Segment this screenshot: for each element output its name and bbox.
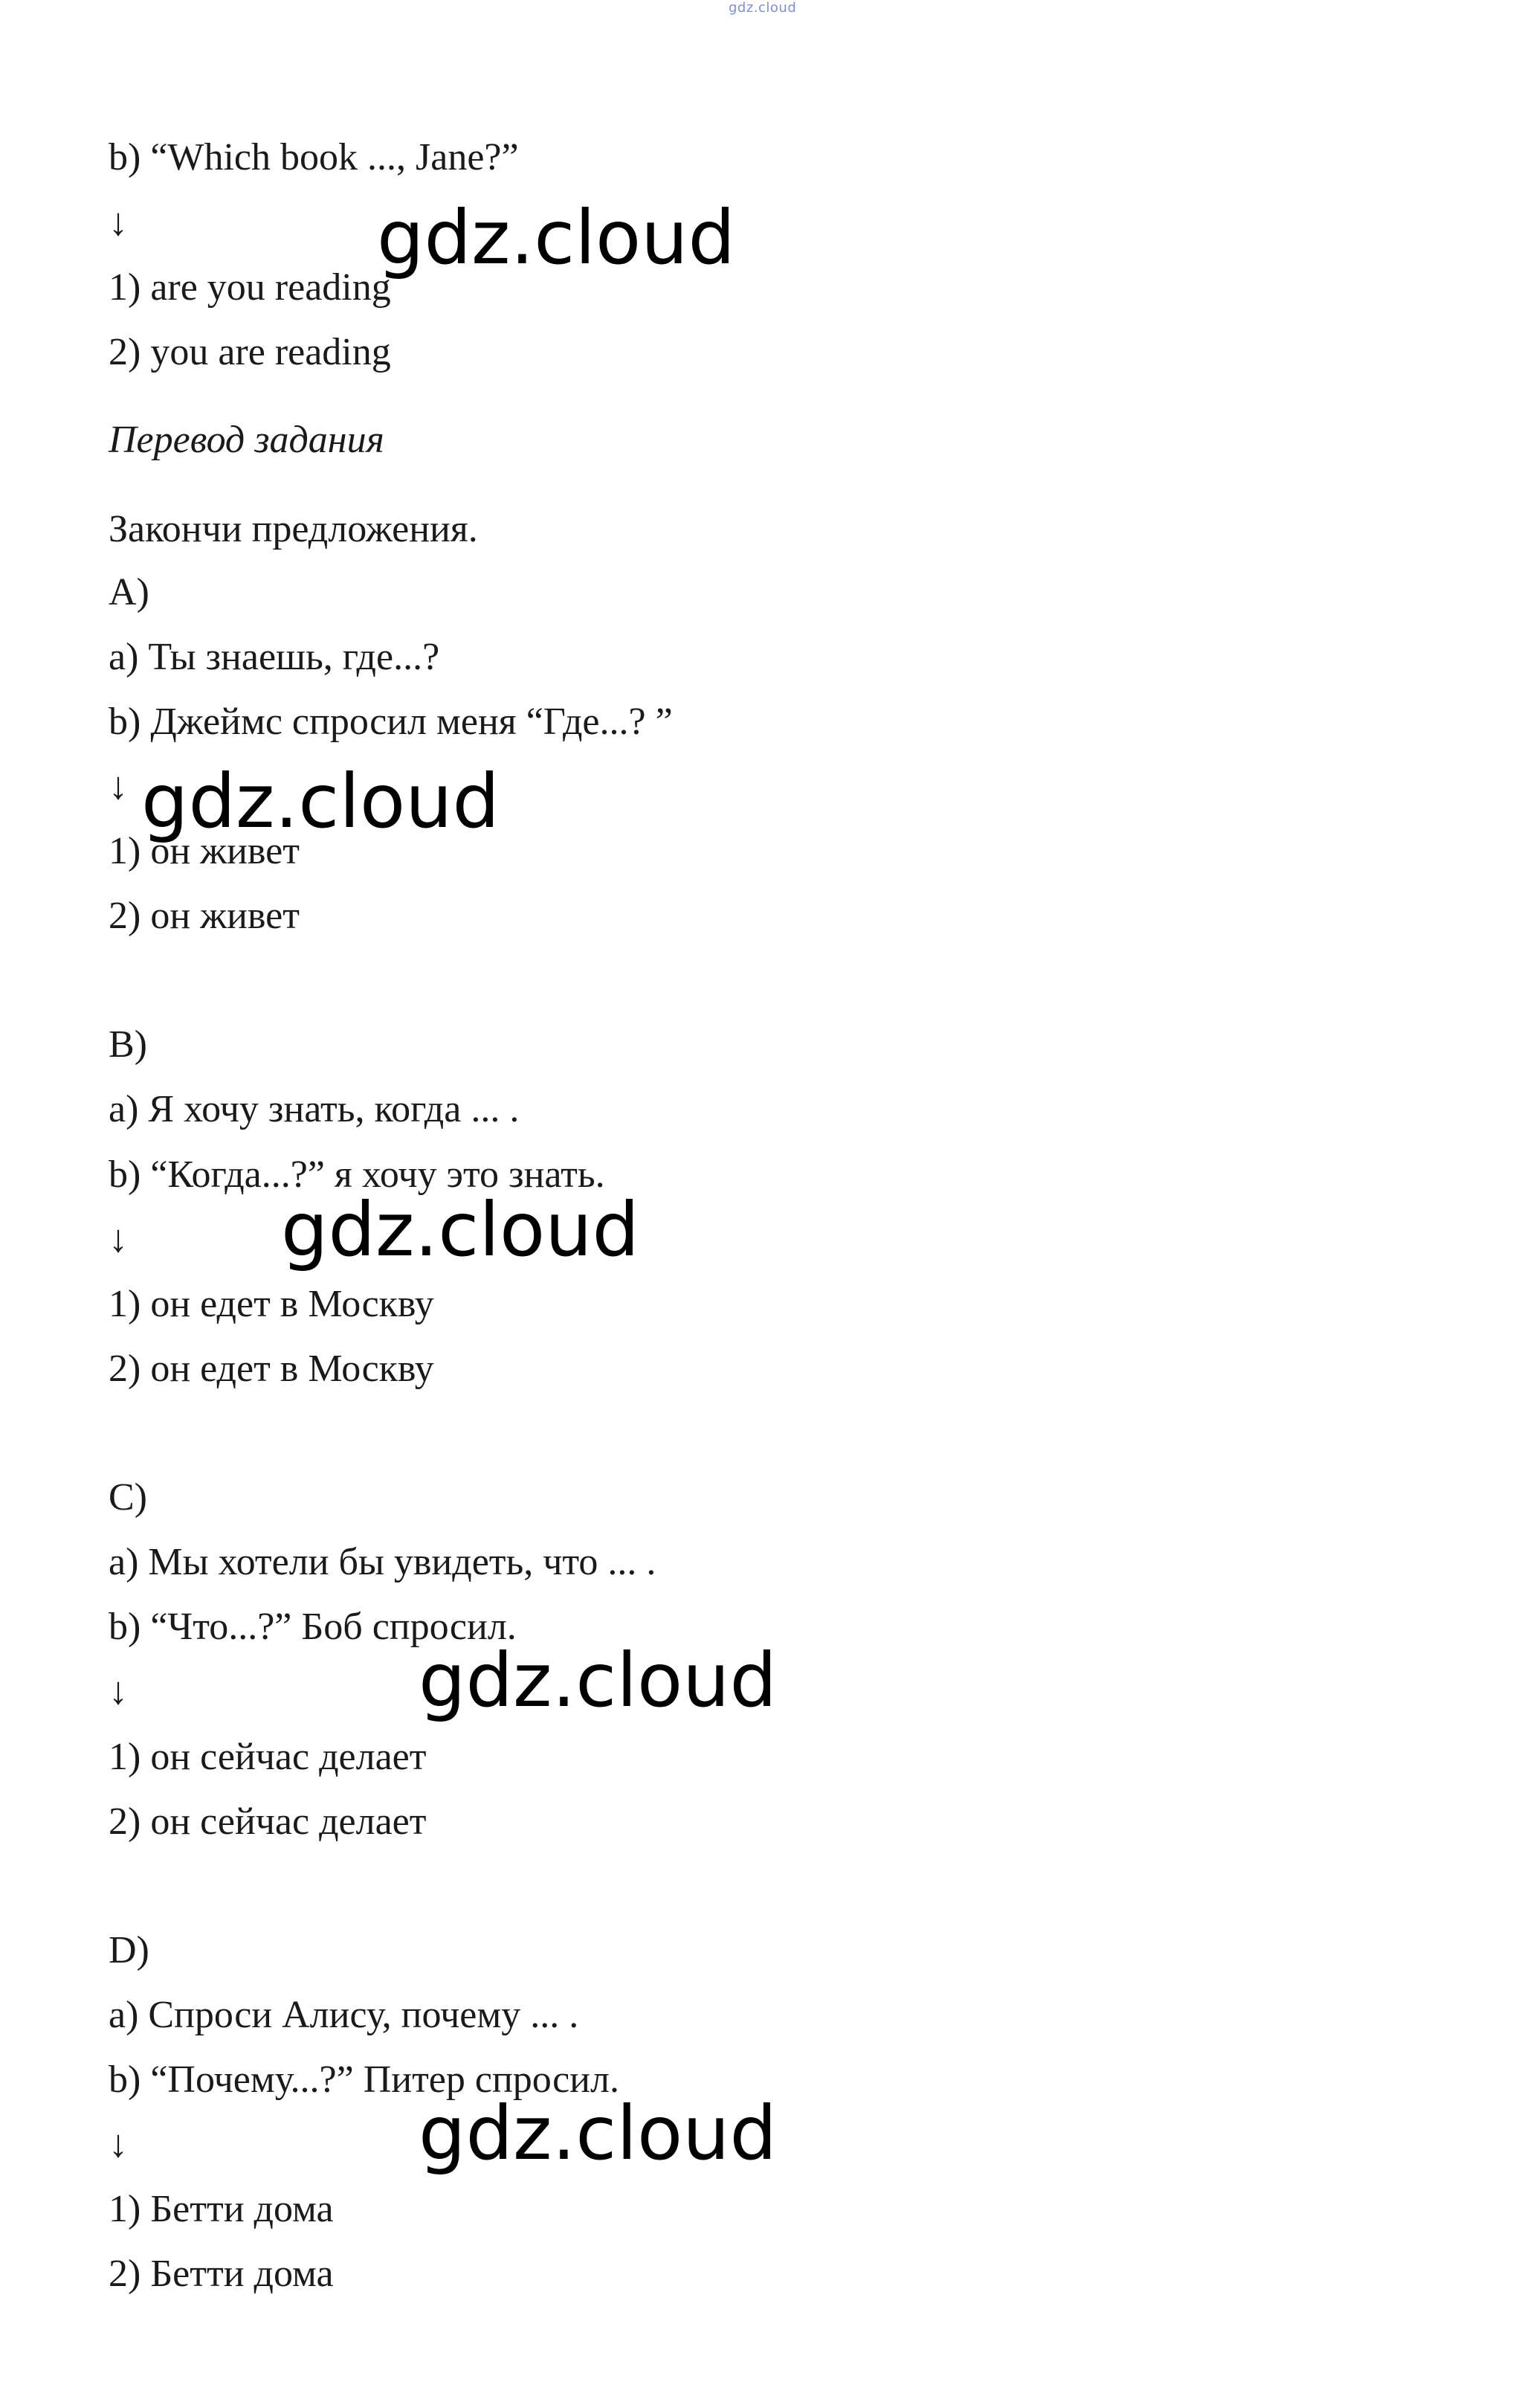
section-a-item-b: b) Джеймс спросил меня “Где...? ” — [109, 701, 673, 743]
section-b-item-a: a) Я хочу знать, когда ... . — [109, 1088, 520, 1130]
arrow-icon: ↓ — [109, 1670, 128, 1713]
watermark: gdz.cloud — [141, 758, 500, 845]
option-2: 2) you are reading — [109, 331, 391, 373]
question-b: b) “Which book ..., Jane?” — [109, 136, 519, 178]
arrow-icon: ↓ — [109, 1218, 128, 1261]
section-a-option-1: 1) он живет — [109, 830, 300, 872]
section-d-option-1: 1) Бетти дома — [109, 2188, 334, 2230]
top-watermark: gdz.cloud — [729, 0, 797, 16]
section-d-option-2: 2) Бетти дома — [109, 2253, 334, 2295]
section-c-item-b: b) “Что...?” Боб спросил. — [109, 1606, 517, 1648]
arrow-icon: ↓ — [109, 202, 128, 244]
option-1: 1) are you reading — [109, 266, 391, 309]
section-c-option-2: 2) он сейчас делает — [109, 1800, 427, 1843]
section-d-item-a: a) Спроси Алису, почему ... . — [109, 1994, 579, 2036]
section-b-option-1: 1) он едет в Москву — [109, 1283, 434, 1325]
translation-heading: Перевод задания — [109, 419, 384, 461]
watermark: gdz.cloud — [377, 194, 736, 281]
section-a-item-a: a) Ты знаешь, где...? — [109, 636, 440, 678]
section-c-item-a: a) Мы хотели бы увидеть, что ... . — [109, 1541, 656, 1583]
section-a-option-2: 2) он живет — [109, 895, 300, 937]
watermark: gdz.cloud — [419, 1637, 778, 1724]
arrow-icon: ↓ — [109, 765, 128, 808]
task-instruction: Закончи предложения. — [109, 508, 478, 550]
section-b-option-2: 2) он едет в Москву — [109, 1348, 434, 1390]
section-c-label: C) — [109, 1476, 147, 1519]
section-a-label: A) — [109, 571, 149, 614]
watermark: gdz.cloud — [419, 2090, 778, 2177]
section-b-label: B) — [109, 1023, 147, 1066]
section-c-option-1: 1) он сейчас делает — [109, 1736, 427, 1778]
section-d-label: D) — [109, 1929, 149, 1971]
section-d-item-b: b) “Почему...?” Питер спросил. — [109, 2058, 619, 2101]
section-b-item-b: b) “Когда...?” я хочу это знать. — [109, 1153, 605, 1196]
watermark: gdz.cloud — [281, 1186, 640, 1273]
arrow-icon: ↓ — [109, 2123, 128, 2166]
